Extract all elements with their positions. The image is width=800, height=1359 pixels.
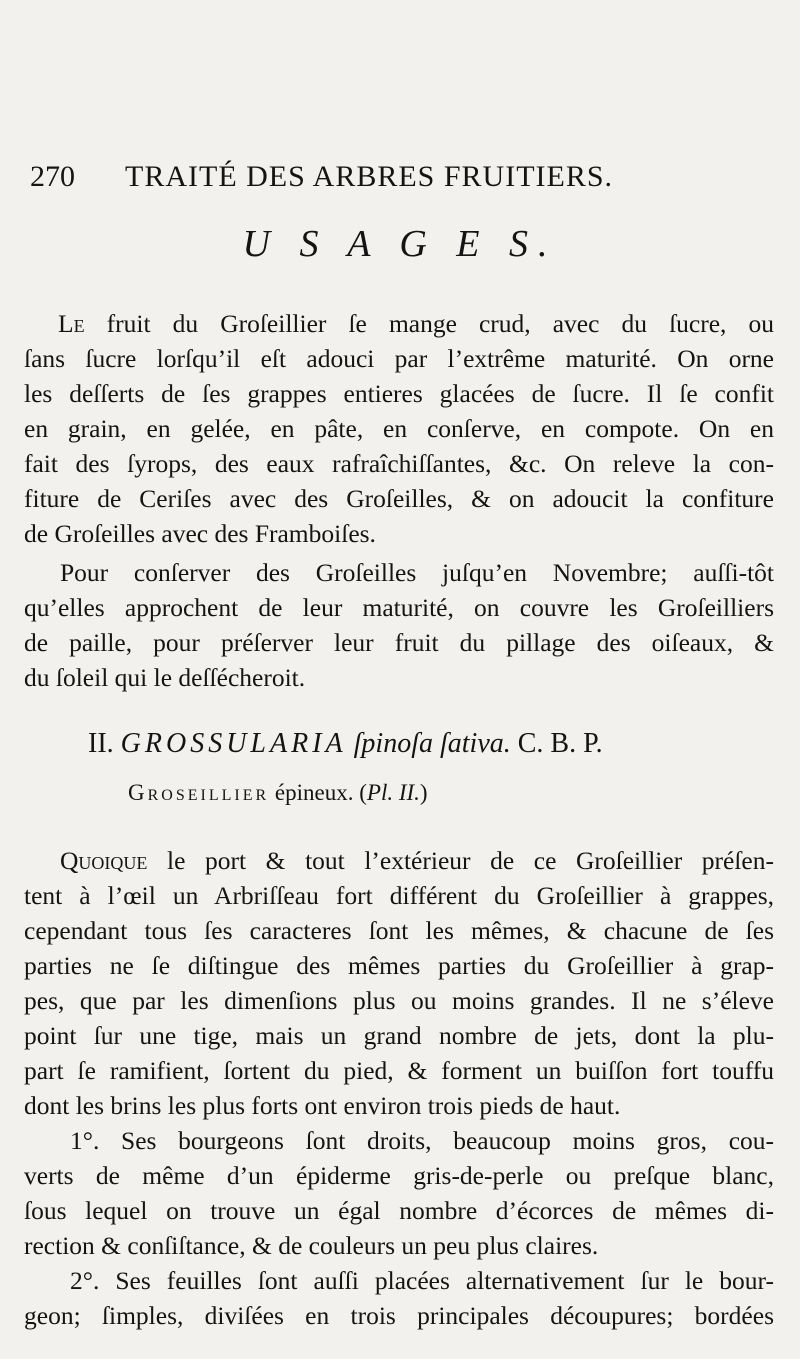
lead-word: Quoique [60,846,148,875]
text-line: pes, que par les dimenſions plus ou moins grandes. Il ne s’éleve [24,986,774,1015]
species-authority: C. B. P. [517,728,603,759]
paragraph-feuilles [24,1263,774,1333]
text-line: qu’elles approchent de leur maturité, on couvre les Groſeilliers [24,593,774,622]
text-line: geon; ſimples, diviſées en trois principales découpures; bordées [24,1301,774,1330]
text-line: de Groſeilles avec des Framboiſes. [24,519,376,548]
text-line: ſans ſucre lorſqu’il eſt adouci par l’extrême maturité. On orne [24,344,774,373]
running-title: TRAITÉ DES ARBRES FRUITIERS. [125,160,614,193]
text-line: parties ne ſe diſtingue des mêmes parties du Groſeillier à grap- [24,951,774,980]
paragraph-usages [24,306,774,551]
page-number: 270 [30,160,75,193]
text-line: point ſur une tige, mais un grand nombre de jets, dont la plu- [24,1021,774,1050]
text-line: fiture de Ceriſes avec des Groſeilles, & on adoucit la confiture [24,484,774,513]
text-line: tent à l’œil un Arbriſſeau fort différent du Groſeillier à grappes, [24,881,774,910]
lead-word: Le [58,309,85,338]
species-genus: GROSSULARIA [120,728,347,759]
paragraph-description [24,843,774,1123]
text-line: rection & conſiſtance, & de couleurs un peu plus claires. [24,1231,599,1260]
text-line: Pour conſerver des Groſeilles juſqu’en Novembre; auſſi-tôt [60,558,774,587]
text-line: Le fruit du Groſeillier ſe mange crud, avec du ſucre, ou [58,309,774,338]
text-line: du ſoleil qui le deſſécheroit. [24,663,306,692]
plate-reference: Pl. II. [366,780,420,805]
text-line: de paille, pour préſerver leur fruit du pillage des oiſeaux, & [24,628,774,657]
text-line: 2°. Ses feuilles ſont auſſi placées alternativement ſur le bour- [70,1266,774,1295]
text-line: dont les brins les plus forts ont environ trois pieds de haut. [24,1091,621,1120]
paragraph-conservation [24,555,774,695]
common-name-descriptor: épineux. ( [274,780,367,805]
text-line: part ſe ramifient, ſortent du pied, & forment un buiſſon fort touffu [24,1056,774,1085]
page-header [30,160,670,200]
common-name-main: Groseillier [128,780,270,805]
text-line: 1°. Ses bourgeons ſont droits, beaucoup moins gros, cou- [70,1126,774,1155]
text-line: fait des ſyrops, des eaux rafraîchiſſantes, &c. On releve la con- [24,449,774,478]
species-heading [88,728,603,760]
common-name [128,780,428,806]
section-title: U S A G E S. [242,223,558,265]
text-line: verts de même d’un épiderme gris-de-perle ou preſque blanc, [24,1161,774,1190]
text-line: Quoique le port & tout l’extérieur de ce Groſeillier préſen- [60,846,774,875]
text-line: les deſſerts de ſes grappes entieres glacées de ſucre. Il ſe confit [24,379,774,408]
species-number: II. [88,728,114,759]
species-epithet: ſpinoſa ſativa. [353,728,511,759]
paragraph-bourgeons [24,1123,774,1263]
text-line: en grain, en gelée, en pâte, en conſerve, en compote. On en [24,414,774,443]
text-line: ſous lequel on trouve un égal nombre d’écorces de mêmes di- [24,1196,774,1225]
plate-close: ) [419,780,428,805]
text-line: cependant tous ſes caracteres ſont les mêmes, & chacune de ſes [24,916,774,945]
